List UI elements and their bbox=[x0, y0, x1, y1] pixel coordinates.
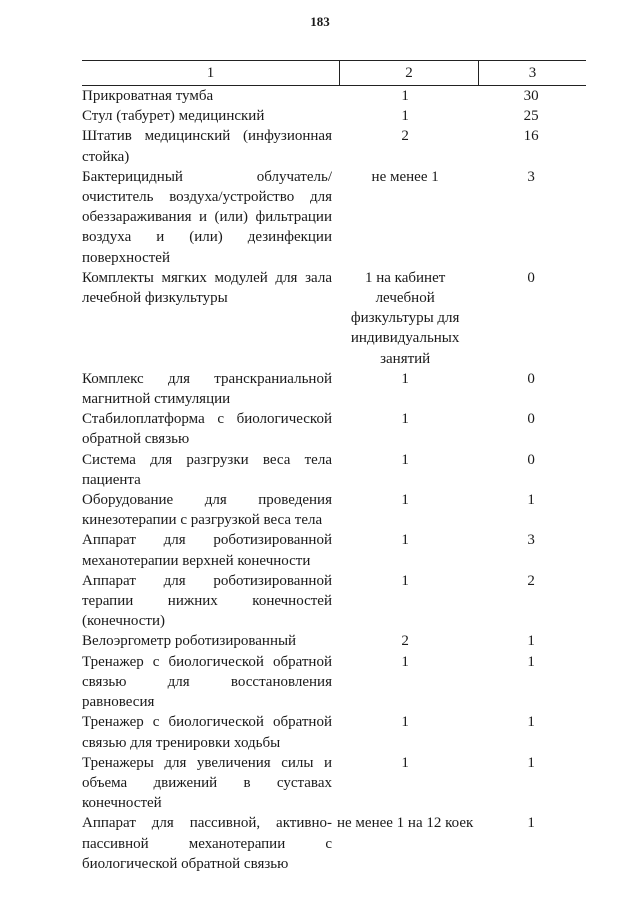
equipment-quantity: не менее 1 на 12 коек bbox=[337, 815, 474, 832]
equipment-name: Система для разгрузки веса тела пациента bbox=[82, 451, 332, 488]
equipment-value: 16 bbox=[523, 128, 539, 145]
table-row bbox=[82, 369, 586, 409]
equipment-quantity: 1 bbox=[401, 653, 409, 670]
equipment-value: 0 bbox=[527, 269, 535, 286]
equipment-value: 0 bbox=[527, 451, 535, 468]
equipment-value: 1 bbox=[527, 653, 535, 670]
equipment-value: 1 bbox=[527, 815, 535, 832]
equipment-value: 25 bbox=[523, 108, 539, 125]
table-row bbox=[82, 167, 586, 268]
table-row bbox=[82, 712, 586, 752]
table-row bbox=[82, 753, 586, 814]
equipment-quantity: 1 bbox=[401, 532, 409, 549]
equipment-value: 0 bbox=[527, 411, 535, 428]
equipment-quantity: 1 bbox=[401, 572, 409, 589]
equipment-name: Прикроватная тумба bbox=[82, 88, 214, 104]
equipment-value: 1 bbox=[527, 492, 535, 509]
equipment-quantity: 1 bbox=[401, 714, 409, 731]
equipment-name: Тренажер с биологической обратной связью для восстановления равновесия bbox=[82, 653, 332, 711]
table-body bbox=[82, 86, 586, 874]
column-header-2: 2 bbox=[340, 61, 479, 85]
column-header-3: 3 bbox=[528, 65, 537, 81]
equipment-quantity: 2 bbox=[401, 128, 409, 145]
equipment-name: Бактерицидный облучатель/очиститель воздуха/устройство для обеззараживания и (или) фильтрации воздуха и (или) дезинфекции поверхностей bbox=[82, 168, 332, 266]
table-header bbox=[82, 60, 586, 86]
equipment-quantity: 1 на кабинет лечебной физкультуры для индивидуальных занятий bbox=[350, 269, 460, 367]
table-row bbox=[82, 571, 586, 632]
equipment-quantity: 1 bbox=[401, 451, 409, 468]
equipment-name: Аппарат для роботизированной терапии нижних конечностей (конечности) bbox=[82, 572, 332, 630]
equipment-value: 1 bbox=[527, 714, 535, 731]
equipment-name: Тренажер с биологической обратной связью для тренировки ходьбы bbox=[82, 714, 332, 751]
page-number: 183 bbox=[310, 14, 330, 29]
equipment-name: Оборудование для проведения кинезотерапии с разгрузкой веса тела bbox=[82, 492, 332, 529]
equipment-name: Штатив медицинский (инфузионная стойка) bbox=[82, 128, 332, 165]
equipment-quantity: 1 bbox=[401, 88, 409, 104]
equipment-value: 2 bbox=[527, 572, 535, 589]
table-row bbox=[82, 409, 586, 449]
equipment-name: Аппарат для роботизированной механотерапии верхней конечности bbox=[82, 532, 332, 569]
equipment-name: Аппарат для пассивной, активно-пассивной механотерапии с биологической обратной связью bbox=[82, 815, 332, 872]
table-row bbox=[82, 450, 586, 490]
table-row bbox=[82, 490, 586, 530]
equipment-quantity: 1 bbox=[401, 411, 409, 428]
table-row bbox=[82, 652, 586, 713]
equipment-quantity: 1 bbox=[401, 108, 409, 125]
equipment-value: 1 bbox=[527, 633, 535, 650]
equipment-name: Комплекс для транскраниальной магнитной стимуляции bbox=[82, 370, 332, 408]
table-row bbox=[82, 631, 586, 651]
equipment-name: Стабилоплатформа с биологической обратной связью bbox=[82, 411, 332, 448]
equipment-quantity: 1 bbox=[401, 492, 409, 509]
table-row bbox=[82, 126, 586, 166]
table-row bbox=[82, 813, 586, 874]
equipment-name: Тренажеры для увеличения силы и объема движений в суставах конечностей bbox=[82, 754, 332, 812]
table-row bbox=[82, 86, 586, 106]
equipment-value: 3 bbox=[527, 168, 535, 185]
table-row bbox=[82, 530, 586, 570]
equipment-value: 3 bbox=[527, 532, 535, 549]
equipment-quantity: 2 bbox=[401, 633, 409, 650]
equipment-value: 1 bbox=[527, 754, 535, 771]
equipment-value: 30 bbox=[523, 88, 539, 104]
table-row bbox=[82, 106, 586, 126]
equipment-name: Комплекты мягких модулей для зала лечебной физкультуры bbox=[82, 269, 332, 307]
equipment-quantity: 1 bbox=[401, 370, 409, 387]
equipment-name: Стул (табурет) медицинский bbox=[82, 108, 265, 125]
equipment-quantity: 1 bbox=[401, 754, 409, 771]
column-header-1: 1 bbox=[82, 61, 340, 85]
equipment-value: 0 bbox=[527, 370, 535, 387]
equipment-quantity: не менее 1 bbox=[371, 168, 439, 185]
table-row bbox=[82, 268, 586, 369]
equipment-name: Велоэргометр роботизированный bbox=[82, 633, 297, 650]
